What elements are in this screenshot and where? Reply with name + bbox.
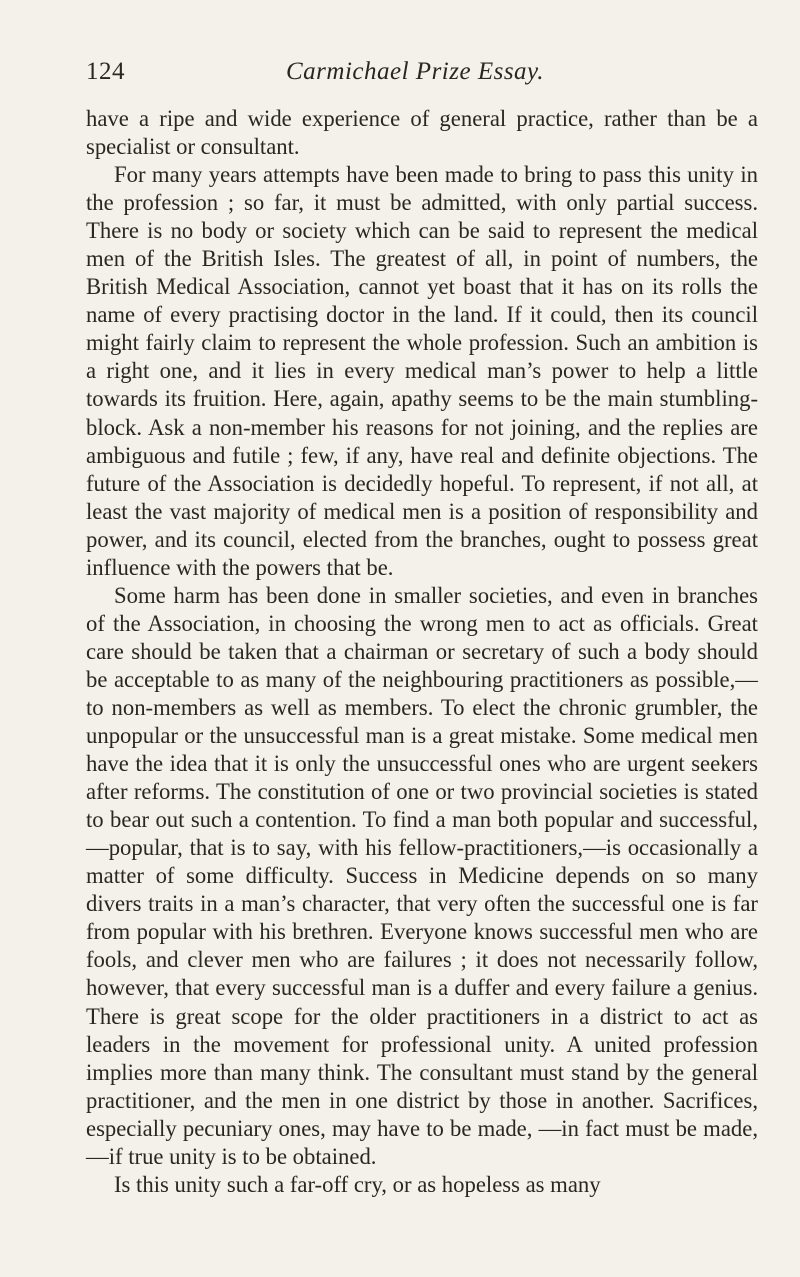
paragraph-unity-attempts: For many years attempts have been made to bring to pass this unity in the profession ; so far, it must be admitted, with only partial success. There is no body or society which can be said to represent the medical men of the British Isles. The greatest of all, in point of numbers, the British Medical Association, cannot yet boast that it has on its rolls the name of every practising doctor in the land. If it could, then its council might fairly claim to represent the whole profession. Such an ambition is a right one, and it lies in every medical man’s power to help a little towards its fruition. Here, again, apathy seems to be the main stumbling-block. Ask a non-member his reasons for not joining, and the replies are ambiguous and futile ; few, if any, have real and definite objections. The future of the Association is decidedly hopeful. To represent, if not all, at least the vast majority of medical men is a position of responsibility and power, and its council, elected from the branches, ought to possess great influence with the powers that be. [86,162,758,580]
paragraph-final-line: Is this unity such a far-off cry, or as hopeless as many [114,1171,601,1197]
paragraph-officials: Some harm has been done in smaller societies, and even in branches of the Association, in choosing the wrong men to act as officials. Great care should be taken that a chairman or secretary of such a body should be acceptable to as many of the neighbouring practitioners as possible,—to non-members as well as members. To elect the chronic grumbler, the unpopular or the unsuccessful man is a great mistake. Some medical men have the idea that it is only the unsuccessful ones who are urgent seekers after reforms. The constitution of one or two provincial societies is stated to bear out such a contention. To find a man both popular and successful,—popular, that is to say, with his fellow-practitioners,—is occasionally a matter of some difficulty. Success in Medicine depends on so many divers traits in a man’s character, that very often the successful one is far from popular with his brethren. Everyone knows successful men who are fools, and clever men who are failures ; it does not necessarily follow, however, that every successful man is a duffer and every failure a genius. There is great scope for the older practitioners in a district to act as leaders in the movement for professional unity. A united profession implies more than many think. The consultant must stand by the general practitioner, and the men in one district by those in another. Sacrifices, especially pecuniary ones, may have to be made, —in fact must be made,—if true unity is to be obtained. [86,582,758,1169]
paragraph-continued: have a ripe and wide experience of general practice, rather than be a specialist or consultant. [86,106,758,160]
running-head [86,58,756,94]
body-text [86,105,758,1199]
running-title: Carmichael Prize Essay. [286,58,545,85]
page-number: 124 [86,58,125,85]
